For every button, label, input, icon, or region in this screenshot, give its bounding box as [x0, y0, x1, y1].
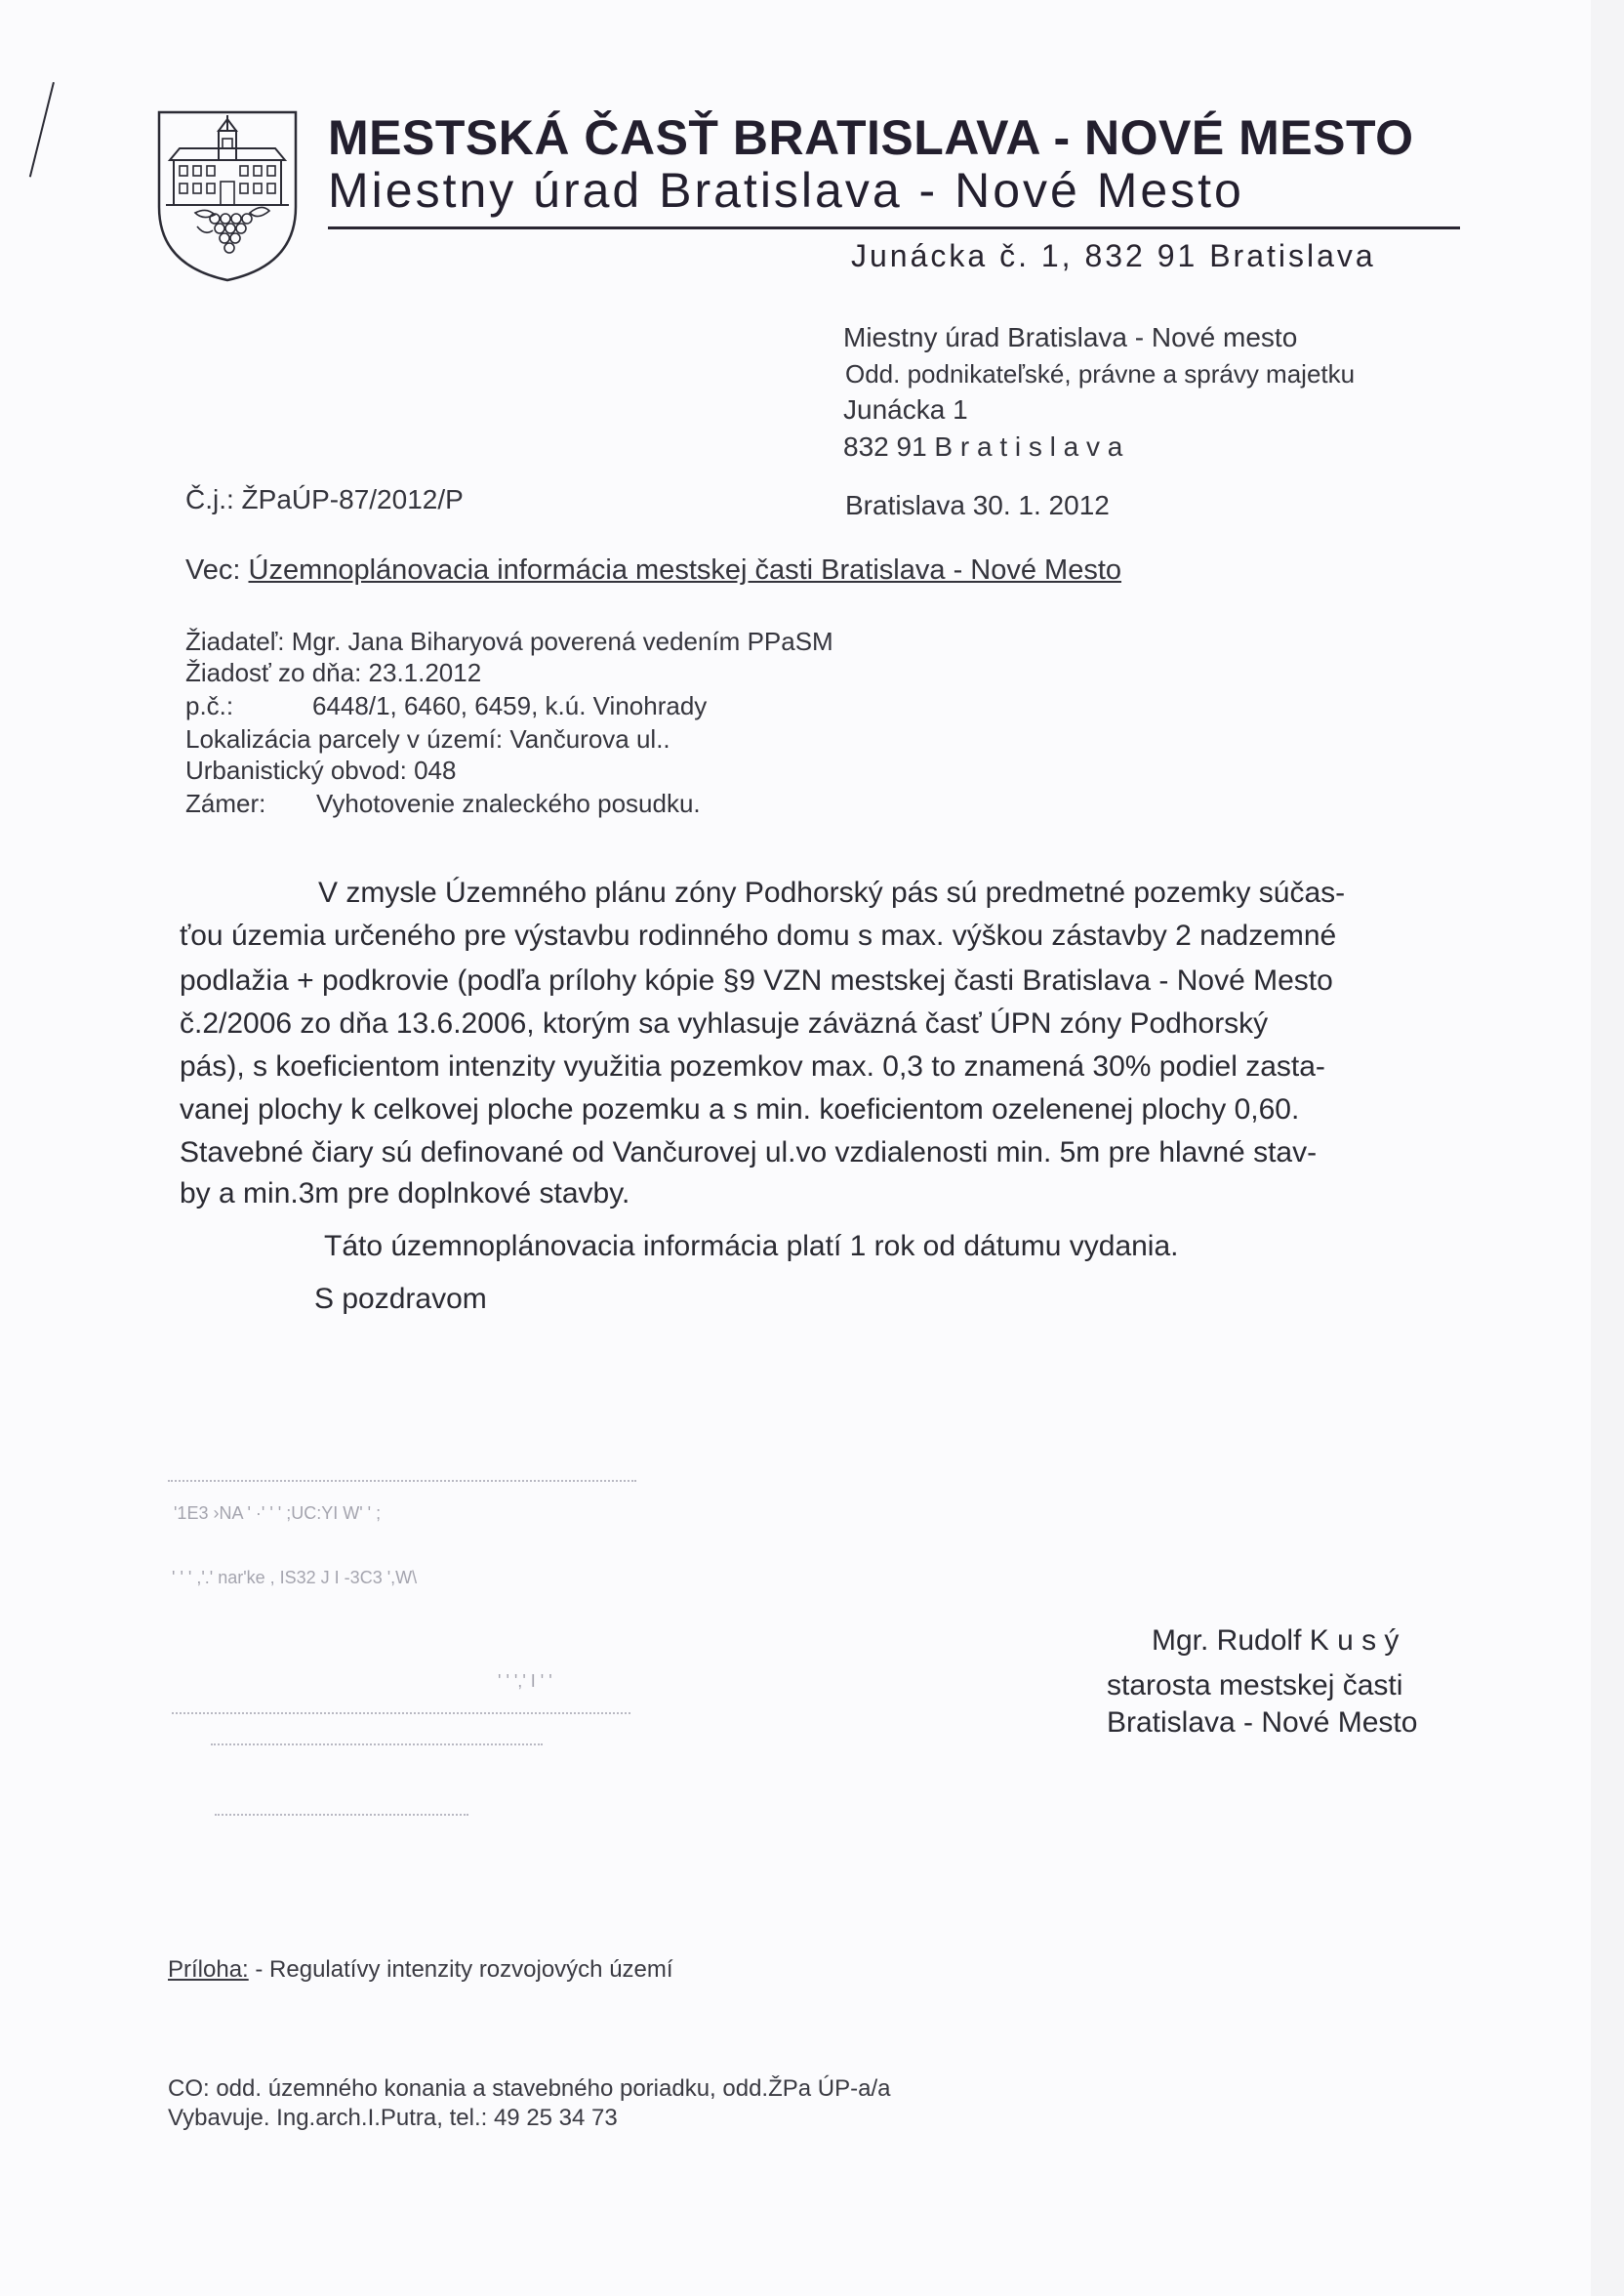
signatory-role: starosta mestskej časti [1107, 1669, 1403, 1702]
subject-label: Vec: [185, 554, 249, 586]
parcel-value: 6448/1, 6460, 6459, k.ú. Vinohrady [312, 691, 708, 720]
coat-of-arms-icon [156, 109, 299, 283]
reference-number: Č.j.: ŽPaÚP-87/2012/P [185, 484, 464, 514]
subject-text: Územnoplánovacia informácia mestskej časti Bratislava - Nové Mesto [248, 554, 1122, 586]
body-line: by a min.3m pre doplnkové stavby. [180, 1177, 630, 1210]
body-line: Stavebné čiary sú definované od Vančurovej ul.vo vzdialenosti min. 5m pre hlavné stav- [180, 1136, 1318, 1168]
signatory-name: Mgr. Rudolf K u s ý [1152, 1624, 1400, 1657]
recipient-line-2: Odd. podnikateľské, právne a správy majetku [845, 359, 1356, 389]
attachment-label: Príloha: [168, 1956, 249, 1983]
body-line: ťou územia určeného pre výstavbu rodinného domu s max. výškou zástavby 2 nadzemné [180, 920, 1337, 952]
urban-district: Urbanistický obvod: 048 [185, 756, 457, 785]
handled-by: Vybavuje. Ing.arch.I.Putra, tel.: 49 25 34 73 [168, 2105, 618, 2131]
attachment-line [168, 1956, 673, 1984]
pen-mark [29, 82, 55, 178]
parcel-label: p.č.: [185, 691, 234, 720]
copy-to: CO: odd. územného konania a stavebného poriadku, odd.ŽPa ÚP-a/a [168, 2075, 891, 2102]
recipient-line-4: 832 91 B r a t i s l a v a [843, 431, 1123, 462]
recipient-line-1: Miestny úrad Bratislava - Nové mesto [843, 322, 1298, 352]
municipality-title: MESTSKÁ ČASŤ BRATISLAVA - NOVÉ MESTO [328, 110, 1414, 165]
office-title: Miestny úrad Bratislava - Nové Mesto [328, 163, 1244, 218]
parcel-location: Lokalizácia parcely v území: Vančurova ul.. [185, 724, 670, 754]
attachment-text: - Regulatívy intenzity rozvojových území [248, 1956, 673, 1983]
intent-value: Vyhotovenie znaleckého posudku. [316, 789, 701, 818]
body-line: V zmysle Územného plánu zóny Podhorský pás sú predmetné pozemky súčas- [318, 877, 1346, 909]
greeting: S pozdravom [314, 1283, 487, 1315]
stamp-line-3: ' ' ',' I ' ' [498, 1671, 552, 1691]
stamp-line-1: '1E3 ›NA ' ·' ' ' ;UC:YI W' ' ; [174, 1503, 382, 1523]
request-date: Žiadosť zo dňa: 23.1.2012 [185, 658, 482, 687]
body-line: podlažia + podkrovie (podľa prílohy kópie §9 VZN mestskej časti Bratislava - Nové Mesto [180, 964, 1333, 997]
body-line: č.2/2006 zo dňa 13.6.2006, ktorým sa vyhlasuje záväzná časť ÚPN zóny Podhorský [180, 1007, 1269, 1040]
letter-date: Bratislava 30. 1. 2012 [845, 490, 1110, 520]
validity-note: Táto územnoplánovacia informácia platí 1 rok od dátumu vydania. [324, 1230, 1179, 1262]
applicant: Žiadateľ: Mgr. Jana Biharyová poverená vedením PPaSM [185, 627, 833, 656]
body-line: vanej plochy k celkovej ploche pozemku a s min. koeficientom ozelenenej plochy 0,60. [180, 1093, 1300, 1126]
signatory-office: Bratislava - Nové Mesto [1107, 1706, 1418, 1739]
recipient-line-3: Junácka 1 [843, 394, 968, 425]
subject-line [185, 554, 1121, 587]
header-rule [328, 226, 1460, 229]
header-address: Junácka č. 1, 832 91 Bratislava [851, 238, 1376, 273]
intent-label: Zámer: [185, 789, 266, 818]
body-line: pás), s koeficientom intenzity využitia pozemkov max. 0,3 to znamená 30% podiel zasta- [180, 1050, 1325, 1083]
stamp-line-2: ' ' ' ,'.' nar'ke , IS32 J I -3C3 ',W\ [172, 1568, 418, 1587]
